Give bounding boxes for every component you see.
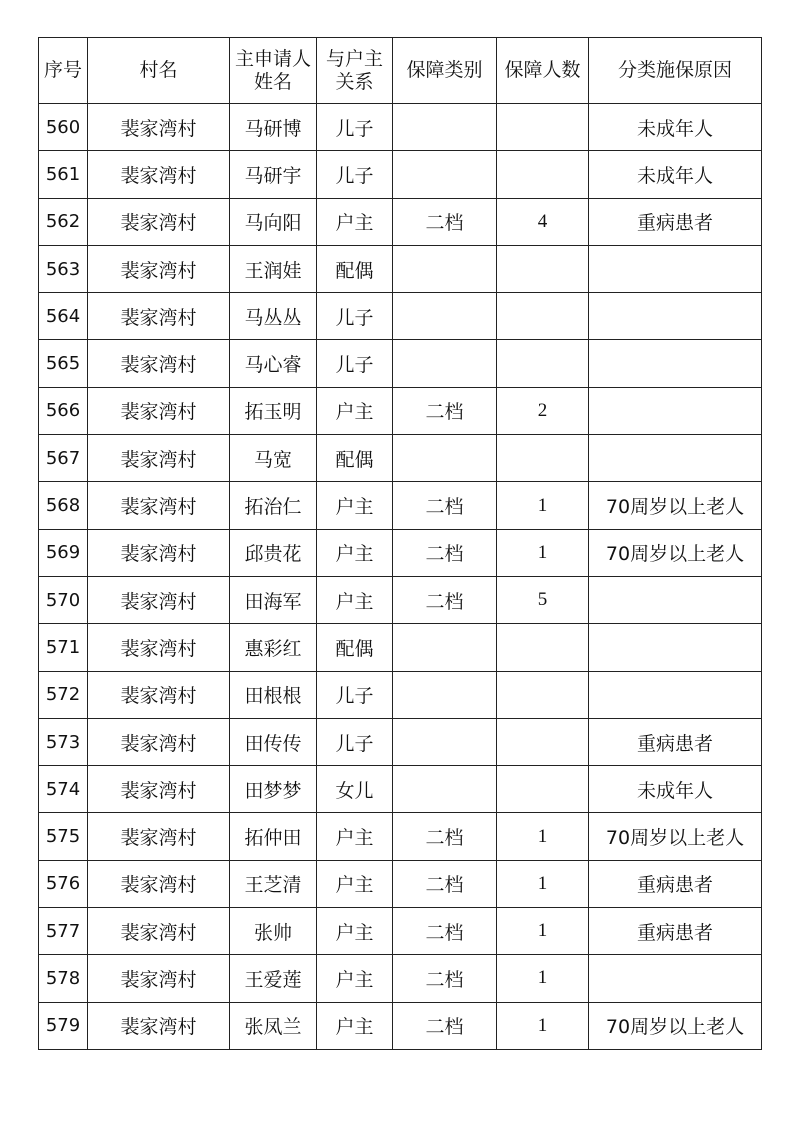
table-row	[39, 860, 762, 907]
cell-count	[497, 624, 589, 671]
cell-reason: 70周岁以上老人	[589, 482, 762, 529]
cell-village: 裴家湾村	[88, 624, 230, 671]
cell-applicant-name: 马宽	[230, 435, 317, 482]
cell-applicant-name: 邱贵花	[230, 529, 317, 576]
cell-relation: 配偶	[317, 435, 393, 482]
header-applicant: 主申请人姓名	[230, 38, 317, 104]
cell-village: 裴家湾村	[88, 766, 230, 813]
cell-relation: 户主	[317, 908, 393, 955]
cell-village: 裴家湾村	[88, 151, 230, 198]
cell-applicant-name: 拓仲田	[230, 813, 317, 860]
table-row	[39, 340, 762, 387]
table-row	[39, 766, 762, 813]
cell-applicant-name: 惠彩红	[230, 624, 317, 671]
cell-seq: 572	[39, 671, 88, 718]
header-row	[39, 38, 762, 104]
cell-reason: 70周岁以上老人	[589, 529, 762, 576]
table-row	[39, 718, 762, 765]
cell-reason	[589, 435, 762, 482]
cell-applicant-name: 马心睿	[230, 340, 317, 387]
cell-count: 1	[497, 529, 589, 576]
cell-village: 裴家湾村	[88, 955, 230, 1002]
cell-village: 裴家湾村	[88, 340, 230, 387]
cell-reason: 70周岁以上老人	[589, 813, 762, 860]
cell-reason	[589, 955, 762, 1002]
cell-seq: 578	[39, 955, 88, 1002]
cell-relation: 儿子	[317, 671, 393, 718]
cell-reason: 重病患者	[589, 718, 762, 765]
cell-count	[497, 671, 589, 718]
cell-village: 裴家湾村	[88, 245, 230, 292]
cell-reason	[589, 387, 762, 434]
cell-applicant-name: 张凤兰	[230, 1002, 317, 1049]
cell-applicant-name: 田根根	[230, 671, 317, 718]
cell-village: 裴家湾村	[88, 482, 230, 529]
cell-count	[497, 151, 589, 198]
cell-relation: 女儿	[317, 766, 393, 813]
table-row	[39, 955, 762, 1002]
cell-applicant-name: 拓玉明	[230, 387, 317, 434]
cell-category	[393, 671, 497, 718]
cell-reason: 重病患者	[589, 908, 762, 955]
cell-seq: 565	[39, 340, 88, 387]
cell-village: 裴家湾村	[88, 1002, 230, 1049]
cell-seq: 571	[39, 624, 88, 671]
cell-category	[393, 340, 497, 387]
cell-reason: 重病患者	[589, 860, 762, 907]
cell-seq: 576	[39, 860, 88, 907]
table-row	[39, 245, 762, 292]
cell-reason	[589, 245, 762, 292]
cell-category	[393, 293, 497, 340]
cell-count: 5	[497, 576, 589, 623]
cell-relation: 儿子	[317, 340, 393, 387]
cell-relation: 儿子	[317, 718, 393, 765]
cell-relation: 儿子	[317, 104, 393, 151]
cell-reason: 未成年人	[589, 104, 762, 151]
cell-category: 二档	[393, 813, 497, 860]
cell-count	[497, 435, 589, 482]
cell-category	[393, 718, 497, 765]
cell-category	[393, 104, 497, 151]
table-row	[39, 908, 762, 955]
cell-relation: 户主	[317, 482, 393, 529]
cell-village: 裴家湾村	[88, 293, 230, 340]
cell-seq: 569	[39, 529, 88, 576]
table-row	[39, 482, 762, 529]
cell-relation: 户主	[317, 529, 393, 576]
cell-relation: 户主	[317, 860, 393, 907]
cell-count	[497, 718, 589, 765]
header-count: 保障人数	[497, 38, 589, 104]
cell-applicant-name: 拓治仁	[230, 482, 317, 529]
cell-seq: 577	[39, 908, 88, 955]
table-row	[39, 529, 762, 576]
cell-reason: 重病患者	[589, 198, 762, 245]
cell-count	[497, 340, 589, 387]
cell-relation: 户主	[317, 955, 393, 1002]
cell-applicant-name: 马丛丛	[230, 293, 317, 340]
cell-relation: 户主	[317, 387, 393, 434]
cell-category: 二档	[393, 955, 497, 1002]
cell-category	[393, 151, 497, 198]
cell-applicant-name: 马研宇	[230, 151, 317, 198]
cell-reason: 未成年人	[589, 766, 762, 813]
header-village: 村名	[88, 38, 230, 104]
cell-count: 1	[497, 813, 589, 860]
cell-applicant-name: 张帅	[230, 908, 317, 955]
cell-seq: 575	[39, 813, 88, 860]
cell-relation: 户主	[317, 1002, 393, 1049]
cell-category: 二档	[393, 529, 497, 576]
header-seq: 序号	[39, 38, 88, 104]
cell-relation: 儿子	[317, 151, 393, 198]
table-row	[39, 576, 762, 623]
cell-reason	[589, 671, 762, 718]
table-row	[39, 151, 762, 198]
cell-applicant-name: 王爱莲	[230, 955, 317, 1002]
cell-village: 裴家湾村	[88, 387, 230, 434]
table-row	[39, 1002, 762, 1049]
cell-category: 二档	[393, 198, 497, 245]
cell-relation: 配偶	[317, 624, 393, 671]
cell-count: 2	[497, 387, 589, 434]
cell-seq: 562	[39, 198, 88, 245]
cell-category	[393, 766, 497, 813]
cell-applicant-name: 王润娃	[230, 245, 317, 292]
cell-category: 二档	[393, 908, 497, 955]
cell-seq: 561	[39, 151, 88, 198]
cell-village: 裴家湾村	[88, 860, 230, 907]
cell-applicant-name: 田梦梦	[230, 766, 317, 813]
cell-count: 1	[497, 1002, 589, 1049]
cell-reason	[589, 624, 762, 671]
cell-village: 裴家湾村	[88, 671, 230, 718]
cell-applicant-name: 马研博	[230, 104, 317, 151]
cell-category: 二档	[393, 482, 497, 529]
cell-seq: 564	[39, 293, 88, 340]
cell-village: 裴家湾村	[88, 104, 230, 151]
header-category: 保障类别	[393, 38, 497, 104]
cell-village: 裴家湾村	[88, 908, 230, 955]
table-row	[39, 293, 762, 340]
table-row	[39, 671, 762, 718]
cell-applicant-name: 田海军	[230, 576, 317, 623]
table-row	[39, 387, 762, 434]
header-relation: 与户主关系	[317, 38, 393, 104]
cell-count	[497, 104, 589, 151]
cell-village: 裴家湾村	[88, 718, 230, 765]
cell-village: 裴家湾村	[88, 198, 230, 245]
table-row	[39, 813, 762, 860]
cell-count: 4	[497, 198, 589, 245]
cell-count: 1	[497, 860, 589, 907]
cell-relation: 配偶	[317, 245, 393, 292]
cell-count: 1	[497, 482, 589, 529]
table-row	[39, 624, 762, 671]
cell-count: 1	[497, 955, 589, 1002]
cell-seq: 570	[39, 576, 88, 623]
cell-seq: 574	[39, 766, 88, 813]
table-row	[39, 198, 762, 245]
table-row	[39, 104, 762, 151]
cell-applicant-name: 王芝清	[230, 860, 317, 907]
cell-seq: 568	[39, 482, 88, 529]
cell-reason	[589, 576, 762, 623]
cell-reason	[589, 340, 762, 387]
assistance-roster-table	[38, 37, 762, 1050]
cell-category	[393, 435, 497, 482]
cell-seq: 567	[39, 435, 88, 482]
cell-seq: 560	[39, 104, 88, 151]
cell-category	[393, 245, 497, 292]
cell-seq: 566	[39, 387, 88, 434]
cell-applicant-name: 田传传	[230, 718, 317, 765]
cell-count	[497, 245, 589, 292]
cell-count	[497, 766, 589, 813]
cell-village: 裴家湾村	[88, 435, 230, 482]
cell-seq: 563	[39, 245, 88, 292]
cell-village: 裴家湾村	[88, 576, 230, 623]
cell-category: 二档	[393, 576, 497, 623]
cell-reason	[589, 293, 762, 340]
cell-reason: 未成年人	[589, 151, 762, 198]
cell-category: 二档	[393, 387, 497, 434]
cell-applicant-name: 马向阳	[230, 198, 317, 245]
cell-relation: 儿子	[317, 293, 393, 340]
cell-reason: 70周岁以上老人	[589, 1002, 762, 1049]
cell-relation: 户主	[317, 198, 393, 245]
table-row	[39, 435, 762, 482]
cell-village: 裴家湾村	[88, 813, 230, 860]
cell-relation: 户主	[317, 813, 393, 860]
cell-category: 二档	[393, 1002, 497, 1049]
cell-seq: 579	[39, 1002, 88, 1049]
cell-count	[497, 293, 589, 340]
cell-village: 裴家湾村	[88, 529, 230, 576]
cell-category: 二档	[393, 860, 497, 907]
cell-category	[393, 624, 497, 671]
header-reason: 分类施保原因	[589, 38, 762, 104]
cell-count: 1	[497, 908, 589, 955]
cell-seq: 573	[39, 718, 88, 765]
cell-relation: 户主	[317, 576, 393, 623]
